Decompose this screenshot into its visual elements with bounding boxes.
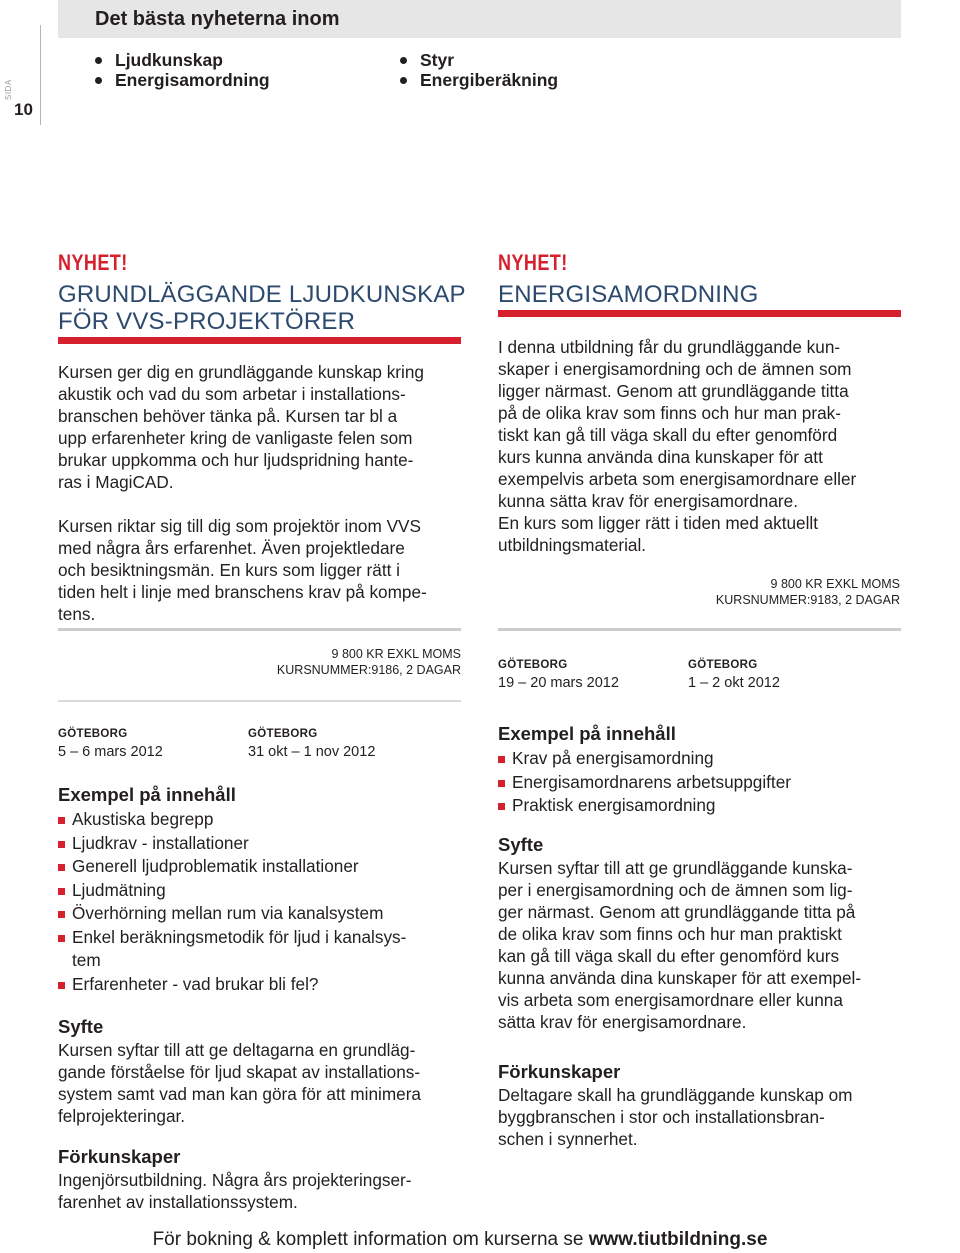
course1-red-bar [58, 337, 461, 344]
date-city: GÖTEBORG [248, 728, 318, 740]
list-item: Ljudkrav - installationer [58, 832, 468, 856]
date-city: GÖTEBORG [58, 728, 128, 740]
course1-course-number: KURSNUMMER:9186, 2 DAGAR [276, 663, 461, 677]
list-item: Generell ljudproblematik installationer [58, 855, 468, 879]
text-line: ras i MagiCAD. [58, 472, 174, 492]
text-line: Ingenjörsutbildning. Några års projekteringser- [58, 1170, 412, 1190]
course2-date-1 [498, 659, 619, 691]
header-item: Energiberäkning [400, 70, 558, 90]
text-line: tiden helt i linje med branschens krav på kompe- [58, 582, 427, 602]
text-line: farenhet av installationssystem. [58, 1192, 298, 1212]
text-line: sätta krav för energisamordnare. [498, 1012, 747, 1032]
text-line: och besiktningsmän. En kurs som ligger rätt i [58, 560, 400, 580]
header-title: Det bästa nyheterna inom [95, 8, 340, 30]
list-item: Krav på energisamordning [498, 747, 908, 771]
course2-date-2 [688, 659, 780, 691]
course2-intro [498, 336, 908, 556]
text-line: I denna utbildning får du grundläggande kun- [498, 337, 841, 357]
text-line: skaper i energisamordning och de ämnen som [498, 359, 852, 379]
course1-para2 [58, 515, 468, 625]
text-line: branschen behöver tänka på. Kursen tar bl a [58, 406, 398, 426]
course2-course-number: KURSNUMMER:9183, 2 DAGAR [715, 593, 900, 607]
text-line: schen i synnerhet. [498, 1129, 638, 1149]
date-city: GÖTEBORG [498, 659, 568, 671]
course2-prereq [498, 1084, 918, 1150]
text-line: system samt vad man kan göra för att minimera [58, 1084, 421, 1104]
course2-purpose-heading: Syfte [498, 834, 544, 855]
text-line: Deltagare skall ha grundläggande kunskap om [498, 1085, 853, 1105]
text-line: ligger närmast. Genom att grundläggande titta [498, 381, 849, 401]
course2-purpose [498, 857, 918, 1033]
date-range: 1 – 2 okt 2012 [688, 675, 780, 691]
list-item: Ljudmätning [58, 879, 468, 903]
header-list-left [95, 50, 270, 90]
course2-title: ENERGISAMORDNING [498, 281, 759, 308]
page-label: SIDA [4, 79, 13, 100]
text-line: kunna använda dina kunskaper för att exempel- [498, 968, 862, 988]
course2-prereq-heading: Förkunskaper [498, 1061, 621, 1082]
header-list-right [400, 50, 558, 90]
course1-examples-list [58, 808, 468, 996]
course1-divider [58, 628, 461, 631]
text-line: Kursen syftar till att ge deltagarna en grundläg- [58, 1040, 416, 1060]
text-line: ger närmast. Genom att grundläggande titta på [498, 902, 856, 922]
date-city: GÖTEBORG [688, 659, 758, 671]
header-item: Ljudkunskap [95, 50, 270, 70]
list-item: Erfarenheter - vad brukar bli fel? [58, 973, 468, 997]
course2-examples-list [498, 747, 908, 818]
footer-link[interactable]: www.tiutbildning.se [588, 1229, 768, 1250]
course1-purpose-heading: Syfte [58, 1016, 104, 1037]
text-line: per i energisamordning och de ämnen som lig- [498, 880, 853, 900]
course1-divider-lower [58, 700, 461, 702]
text-line: Kursen ger dig en grundläggande kunskap kring [58, 362, 424, 382]
course1-prereq-heading: Förkunskaper [58, 1146, 181, 1167]
text-line: En kurs som ligger rätt i tiden med aktuellt [498, 513, 819, 533]
course1-title-line: GRUNDLÄGGANDE LJUDKUNSKAP [58, 281, 466, 308]
course1-purpose [58, 1039, 478, 1127]
course1-title-line: FÖR VVS-PROJEKTÖRER [58, 308, 356, 335]
footer [0, 1229, 920, 1251]
course1-price: 9 800 KR EXKL MOMS [331, 647, 461, 661]
header-item: Energisamordning [95, 70, 270, 90]
course2-price: 9 800 KR EXKL MOMS [770, 577, 900, 591]
text-line: Kursen riktar sig till dig som projektör inom VVS [58, 516, 421, 536]
list-item: Akustiska begrepp [58, 808, 468, 832]
course2-badge: NYHET! [498, 250, 568, 275]
list-item: Enkel beräkningsmetodik för ljud i kanalsys- tem [58, 926, 468, 973]
course2-red-bar [498, 310, 901, 317]
course1-intro [58, 361, 468, 625]
text-line: kunna sätta krav för energisamordnare. [498, 491, 798, 511]
list-item: Praktisk energisamordning [498, 794, 908, 818]
text-line: kurs kunna använda dina kunskaper för att [498, 447, 823, 467]
text-line: de olika krav som finns och hur man praktiskt [498, 924, 842, 944]
course1-date-1 [58, 728, 163, 760]
course2-price-block [700, 576, 900, 608]
margin-rule [40, 25, 41, 125]
text-line: upp erfarenheter kring de vanligaste felen som [58, 428, 413, 448]
course1-badge: NYHET! [58, 250, 128, 275]
text-line: utbildningsmaterial. [498, 535, 647, 555]
text-line: vis arbeta som energisamordnare eller kunna [498, 990, 843, 1010]
course1-price-block [261, 646, 461, 678]
course2-divider [498, 628, 901, 631]
text-line: kan gå till väga skall du efter genomförd kurs [498, 946, 840, 966]
text-line: tens. [58, 604, 96, 624]
date-range: 19 – 20 mars 2012 [498, 675, 619, 691]
footer-text: För bokning & komplett information om kurserna se [152, 1229, 589, 1250]
course1-date-2 [248, 728, 375, 760]
course2-examples-heading: Exempel på innehåll [498, 723, 676, 744]
text-line: gande förståelse för ljud skapat av installations- [58, 1062, 421, 1082]
text-line: brukar uppkomma och hur ljudspridning hante- [58, 450, 414, 470]
text-line: felprojekteringar. [58, 1106, 186, 1126]
course1-title [58, 281, 466, 335]
date-range: 5 – 6 mars 2012 [58, 744, 163, 760]
course1-para1 [58, 361, 468, 493]
page-number: 10 [14, 100, 33, 119]
text-line: akustik och vad du som arbetar i installations- [58, 384, 406, 404]
text-line: byggbranschen i stor och installationsbran- [498, 1107, 825, 1127]
text-line: exempelvis arbeta som energisamordnare eller [498, 469, 857, 489]
course1-prereq [58, 1169, 478, 1213]
header-item: Styr [400, 50, 558, 70]
course1-examples-heading: Exempel på innehåll [58, 784, 236, 805]
date-range: 31 okt – 1 nov 2012 [248, 744, 376, 760]
text-line: på de olika krav som finns och hur man prak- [498, 403, 841, 423]
text-line: med några års erfarenhet. Även projektledare [58, 538, 405, 558]
list-item: Överhörning mellan rum via kanalsystem [58, 902, 468, 926]
text-line: Kursen syftar till att ge grundläggande kunska- [498, 858, 853, 878]
list-item: Energisamordnarens arbetsuppgifter [498, 771, 908, 795]
text-line: tiskt kan gå till väga skall du efter genomförd [498, 425, 838, 445]
